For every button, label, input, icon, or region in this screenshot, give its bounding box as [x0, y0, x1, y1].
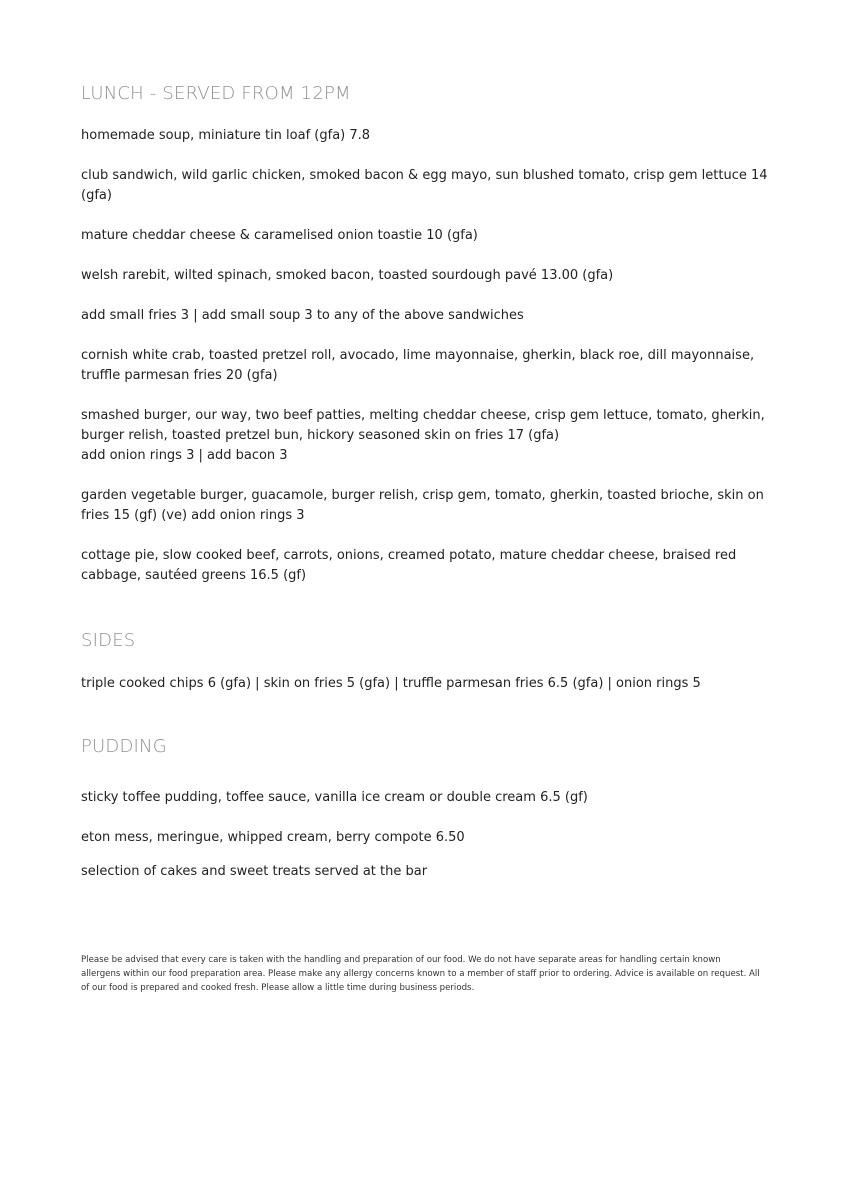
- menu-item-welsh-rarebit: welsh rarebit, wilted spinach, smoked bacon, toasted sourdough pavé 13.00 (gfa): [81, 268, 614, 283]
- menu-item-cheese-toastie: mature cheddar cheese & caramelised onion toastie 10 (gfa): [81, 228, 478, 243]
- allergen-disclaimer: Please be advised that every care is taken with the handling and preparation of our food. We do not have separate areas for handling certain known allergens within our food preparation area. Please make any allergy concerns known to a member of staff prior to ordering. Advice is available on request. All of our food is prepared and cooked fresh. Please allow a little time during business periods.: [81, 955, 760, 993]
- menu-item-homemade-soup: homemade soup, miniature tin loaf (gfa) 7.8: [81, 128, 371, 143]
- lunch-heading: LUNCH - SERVED FROM 12PM: [81, 83, 351, 104]
- menu-item-sticky-toffee-pudding: sticky toffee pudding, toffee sauce, vanilla ice cream or double cream 6.5 (gf): [81, 790, 588, 805]
- sides-heading: SIDES: [81, 630, 136, 651]
- pudding-heading: PUDDING: [81, 736, 167, 757]
- menu-item-burger-addons: add onion rings 3 | add bacon 3: [81, 448, 288, 463]
- menu-item-cornish-crab: cornish white crab, toasted pretzel roll, avocado, lime mayonnaise, gherkin, black roe, dill mayonnaise, truffle parmesan fries 20 (gfa): [81, 348, 755, 383]
- menu-item-eton-mess: eton mess, meringue, whipped cream, berry compote 6.50: [81, 830, 465, 845]
- menu-item-club-sandwich: club sandwich, wild garlic chicken, smoked bacon & egg mayo, sun blushed tomato, crisp gem lettuce 14 (gfa): [81, 168, 768, 203]
- menu-item-sides: triple cooked chips 6 (gfa) | skin on fries 5 (gfa) | truffle parmesan fries 6.5 (gfa) | onion rings 5: [81, 676, 701, 691]
- menu-item-vegetable-burger: garden vegetable burger, guacamole, burger relish, crisp gem, tomato, gherkin, toasted brioche, skin on fries 15 (gf) (ve) add onion rings 3: [81, 488, 764, 523]
- menu-item-cottage-pie: cottage pie, slow cooked beef, carrots, onions, creamed potato, mature cheddar cheese, braised red cabbage, sautéed greens 16.5 (gf): [81, 548, 737, 583]
- menu-item-sandwich-addons: add small fries 3 | add small soup 3 to any of the above sandwiches: [81, 308, 524, 323]
- menu-item-cakes-treats: selection of cakes and sweet treats served at the bar: [81, 864, 428, 879]
- menu-item-smashed-burger: smashed burger, our way, two beef patties, melting cheddar cheese, crisp gem lettuce, tomato, gherkin, burger relish, toasted pretzel bun, hickory seasoned skin on fries 17 (gfa): [81, 408, 765, 443]
